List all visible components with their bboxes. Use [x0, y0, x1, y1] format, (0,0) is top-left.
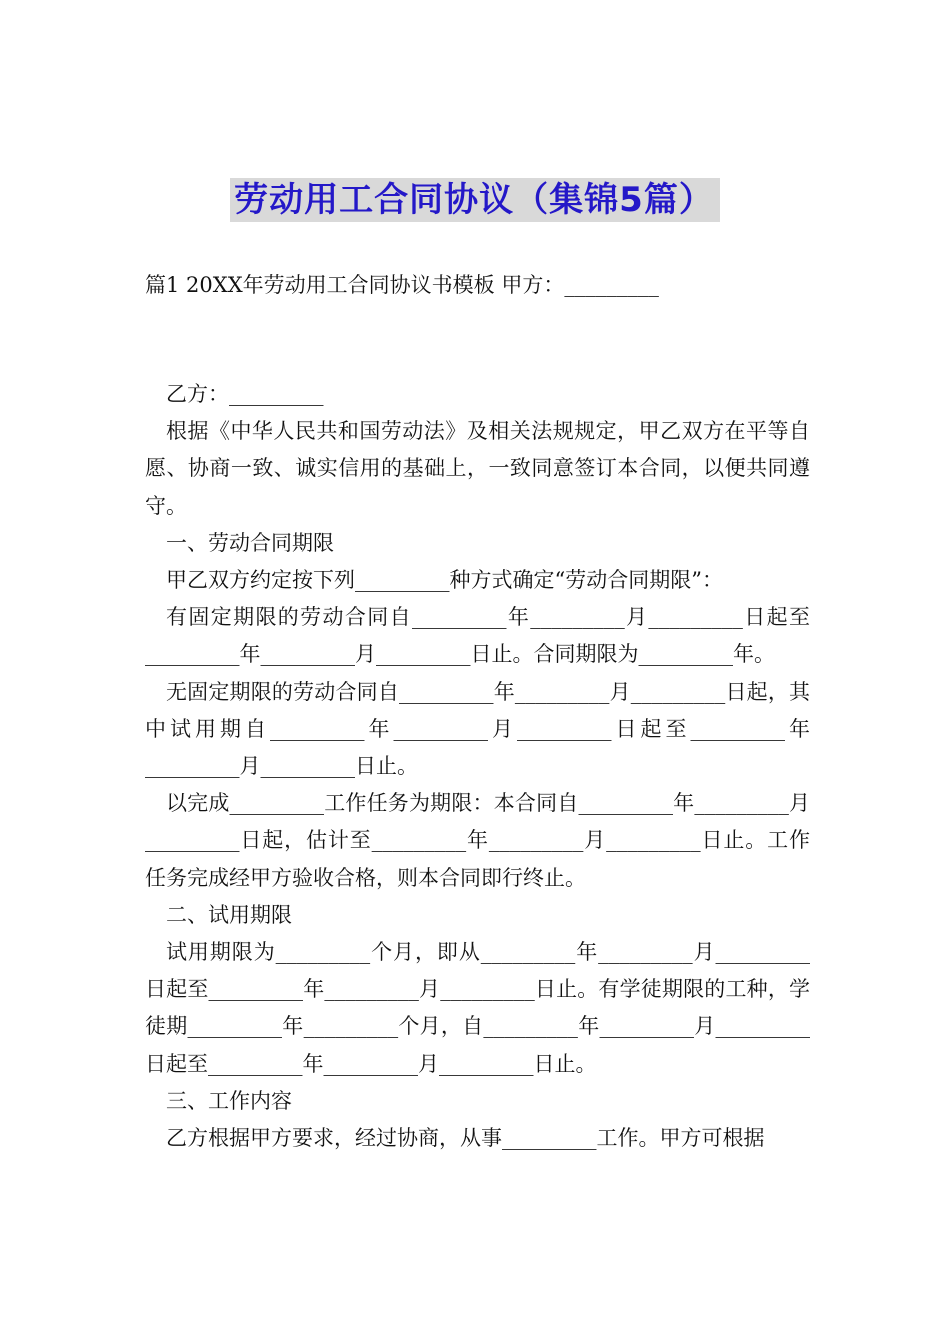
open-term-paragraph: 无固定期限的劳动合同自_________年_________月_________日起，其中试用期自_________年_________月_________日起至_________年_________月_________日止。 [145, 679, 810, 779]
preamble-paragraph: 根据《中华人民共和国劳动法》及相关法规规定，甲乙双方在平等自愿、协商一致、诚实信用的基础上，一致同意签订本合同，以便共同遵守。 [145, 419, 810, 518]
section-heading-term: 一、劳动合同期限 [166, 530, 334, 555]
probation-paragraph: 试用期限为_________个月，即从_________年_________月_________日起至_________年_________月_________日止。有学徒期限的工种，学徒期_________年_________个月，自_________年_________月_________日起至_________年_________月_________日止。 [145, 940, 810, 1076]
document-body [145, 376, 810, 1157]
party-b-line: 乙方：_________ [166, 382, 324, 406]
title-container [0, 178, 950, 222]
work-content-paragraph: 乙方根据甲方要求，经过协商，从事_________工作。甲方可根据 [166, 1126, 765, 1151]
fixed-term-paragraph: 有固定期限的劳动合同自_________年_________月_________日起至_________年_________月_________日止。合同期限为_________年。 [145, 605, 810, 667]
section-intro-line: 篇1 20XX年劳动用工合同协议书模板 甲方：_________ [145, 273, 659, 297]
task-term-paragraph: 以完成_________工作任务为期限：本合同自_________年_________月_________日起，估计至_________年_________月_________日止。工作任务完成经甲方验收合格，则本合同即行终止。 [145, 791, 810, 890]
section-heading-work: 三、工作内容 [166, 1088, 292, 1113]
document-title: 劳动用工合同协议（集锦5篇） [230, 178, 720, 222]
section-heading-probation: 二、试用期限 [166, 902, 292, 927]
term-method-paragraph: 甲乙双方约定按下列_________种方式确定“劳动合同期限”： [166, 568, 723, 593]
